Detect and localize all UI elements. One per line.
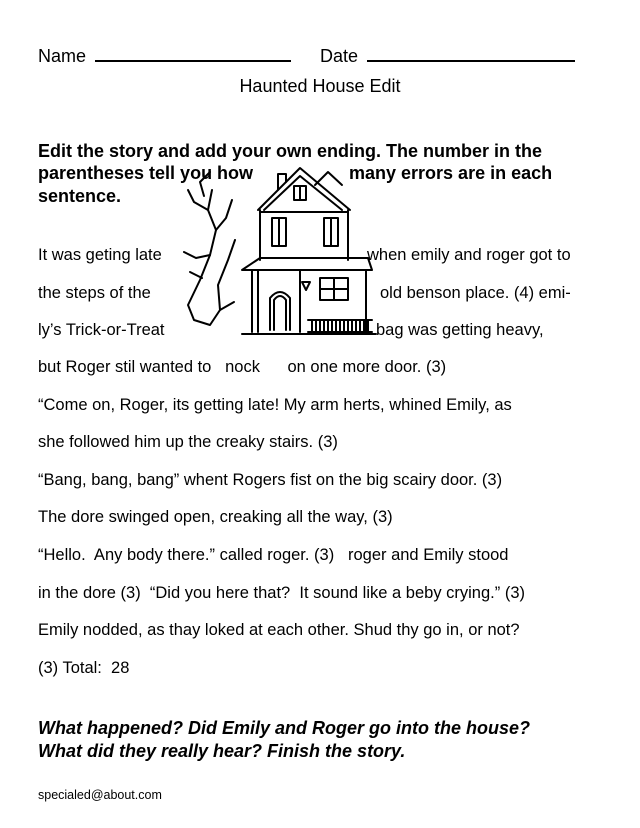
story-line-7: “Bang, bang, bang” whent Rogers fist on the big scairy door. (3) xyxy=(38,471,503,489)
name-line xyxy=(95,44,291,62)
closing-line-2: What did they really hear? Finish the story. xyxy=(38,741,406,761)
date-label: Date xyxy=(320,46,359,66)
page-title: Haunted House Edit xyxy=(239,76,401,96)
story-line-6: she followed him up the creaky stairs. (3) xyxy=(38,433,338,451)
story-line-9: “Hello. Any body there.” called roger. (3) roger and Emily stood xyxy=(38,546,509,564)
instructions-line-3: sentence. xyxy=(38,186,122,206)
story-line-8: The dore swinged open, creaking all the way, (3) xyxy=(38,508,393,526)
name-label: Name xyxy=(38,46,87,66)
story-line-12: (3) Total: 28 xyxy=(38,659,130,677)
story-line-1a: It was geting late xyxy=(38,246,162,264)
story-line-2b: old benson place. (4) emi- xyxy=(380,284,571,302)
name-field[interactable] xyxy=(38,44,291,67)
haunted-house-icon xyxy=(180,160,380,350)
instructions-line-1: Edit the story and add your own ending. The number in the xyxy=(38,141,543,161)
instructions-line-2b: many errors are in each xyxy=(349,163,553,183)
story-line-4: but Roger stil wanted to nock on one more door. (3) xyxy=(38,358,447,376)
story-line-10: in the dore (3) “Did you here that? It sound like a beby crying.” (3) xyxy=(38,584,525,602)
story-line-2a: the steps of the xyxy=(38,284,151,302)
story-line-3a: ly’s Trick-or-Treat xyxy=(38,321,165,339)
instructions-line-2a: parentheses tell you how xyxy=(38,163,254,183)
closing-line-1: What happened? Did Emily and Roger go into the house? xyxy=(38,718,531,738)
story-line-11: Emily nodded, as thay loked at each other. Shud thy go in, or not? xyxy=(38,621,520,639)
date-line xyxy=(367,44,575,62)
story-line-5: “Come on, Roger, its getting late! My arm herts, whined Emily, as xyxy=(38,396,512,414)
date-field[interactable] xyxy=(320,44,575,67)
story-line-3b: bag was getting heavy, xyxy=(376,321,544,339)
story-line-1b: when emily and roger got to xyxy=(367,246,571,264)
footer-credit: specialed@about.com xyxy=(38,788,162,802)
